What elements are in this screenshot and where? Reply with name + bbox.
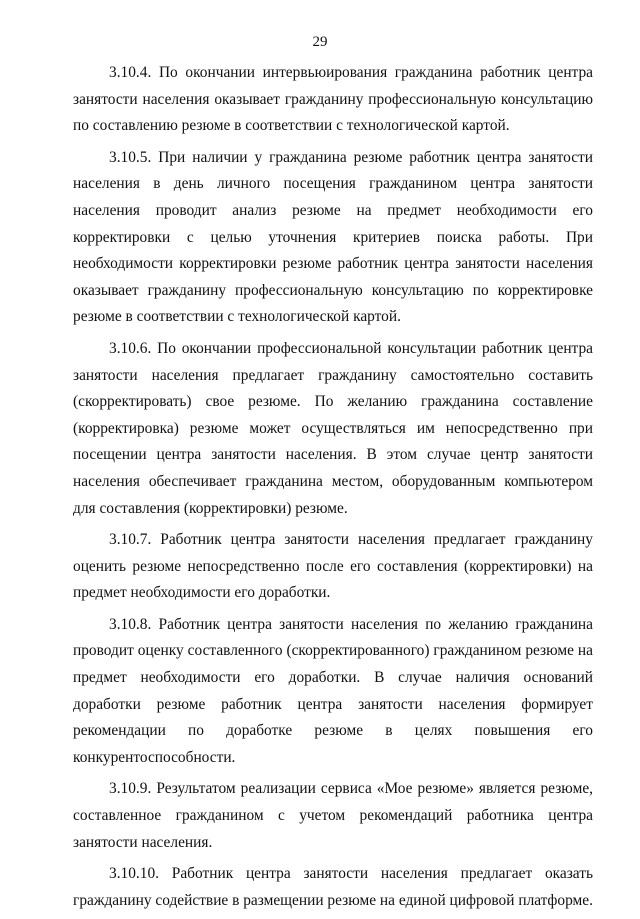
document-body — [73, 60, 593, 919]
paragraph-3-10-9: 3.10.9. Результатом реализации сервиса «Мое резюме» является резюме, составленное гражданином с учетом рекомендаций работника центра занятости населения. — [73, 780, 593, 851]
page-number: 29 — [312, 34, 328, 50]
paragraph-3-10-8: 3.10.8. Работник центра занятости населения по желанию гражданина проводит оценку составленного (скорректированного) гражданином резюме на предмет необходимости его доработки. В случае наличия оснований доработки резюме работник центра занятости населения формирует рекомендации по доработке резюме в целях повышения его конкурентоспособности. — [73, 615, 593, 766]
paragraph-3-10-5: 3.10.5. При наличии у гражданина резюме работник центра занятости населения в день личного посещения гражданином центра занятости населения проводит анализ резюме на предмет необходимости его корректировки с целью уточнения критериев поиска работы. При необходимости корректировки резюме работник центра занятости населения оказывает гражданину профессиональную консультацию по корректировке резюме в соответствии с технологической картой. — [73, 148, 593, 326]
paragraph-3-10-10: 3.10.10. Работник центра занятости населения предлагает оказать гражданину содействие в размещении резюме на единой цифровой платформе. — [73, 865, 593, 909]
paragraph-3-10-4: 3.10.4. По окончании интервьюирования гражданина работник центра занятости населения оказывает гражданину профессиональную консультацию по составлению резюме в соответствии с технологической картой. — [73, 64, 593, 135]
paragraph-3-10-6: 3.10.6. По окончании профессиональной консультации работник центра занятости населения предлагает гражданину самостоятельно составить (скорректировать) свое резюме. По желанию гражданина составление (корректировка) резюме может осуществляться им непосредственно при посещении центра занятости населения. В этом случае центр занятости населения обеспечивает гражданина местом, оборудованным компьютером для составления (корректировки) резюме. — [73, 339, 593, 517]
paragraph-3-10-7: 3.10.7. Работник центра занятости населения предлагает гражданину оценить резюме непосредственно после его составления (корректировки) на предмет необходимости его доработки. — [73, 531, 593, 602]
